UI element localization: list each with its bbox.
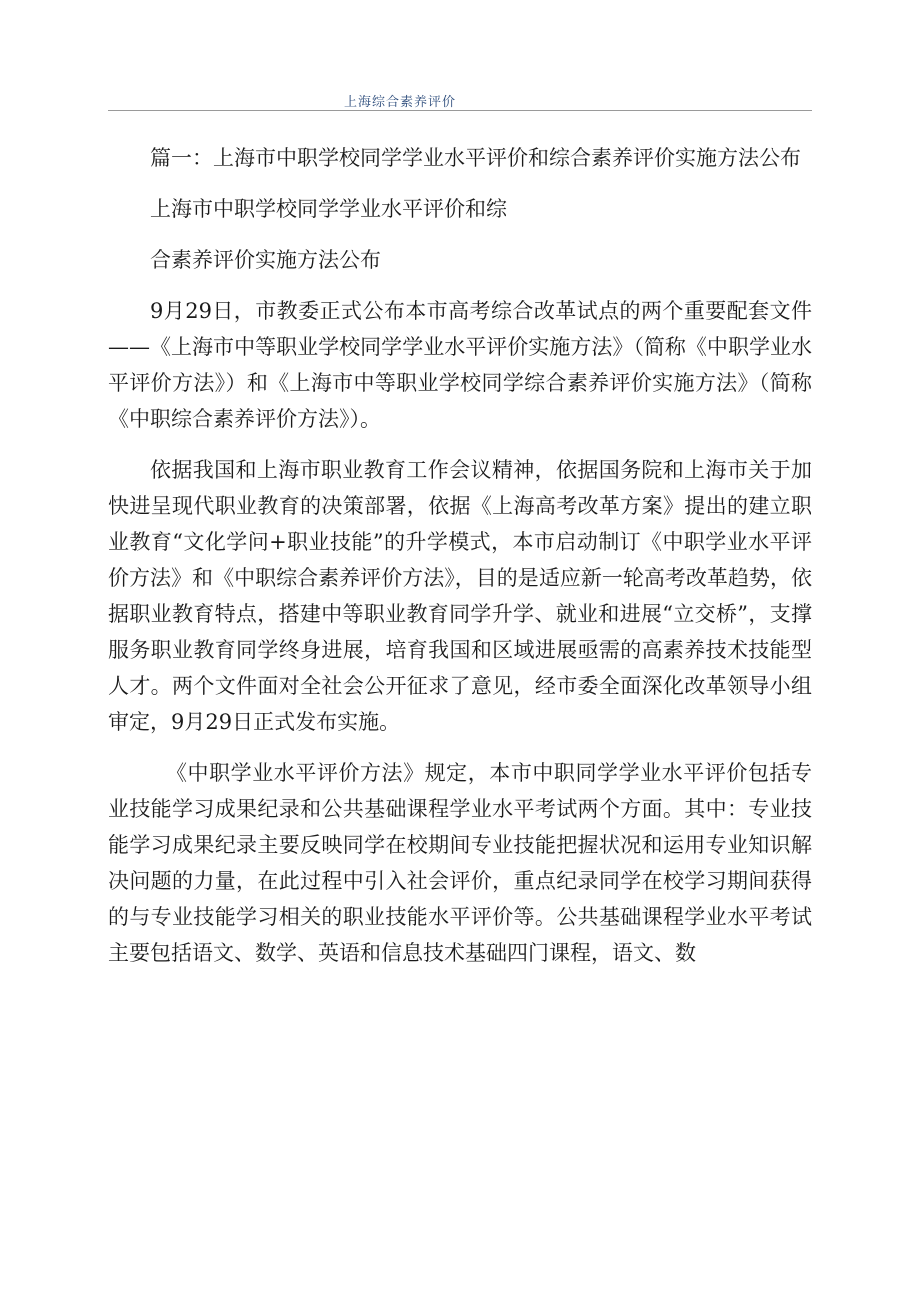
page-header [108, 88, 812, 111]
paragraph-background: 依据我国和上海市职业教育工作会议精神，依据国务院和上海市关于加快进呈现代职业教育的决策部署，依据《上海高考改革方案》提出的建立职业教育“文化学问+职业技能”的升学模式，本市启动制订《中职学业水平评价方法》和《中职综合素养评价方法》，目的是适应新一轮高考改革趋势，依据职业教育特点，搭建中等职业教育同学升学、就业和进展“立交桥”，支撑服务职业教育同学终身进展，培育我国和区域进展亟需的高素养技术技能型人才。两个文件面对全社会公开征求了意见，经市委全面深化改革领导小组审定，9月29日正式发布实施。 [108, 458, 812, 734]
article-heading: 篇一：上海市中职学校同学学业水平评价和综合素养评价实施方法公布 [150, 146, 801, 170]
header-title: 上海综合素养评价 [344, 95, 457, 110]
article-body [108, 140, 812, 971]
paragraph-announcement: 9月29日，市教委正式公布本市高考综合改革试点的两个重要配套文件——《上海市中等职业学校同学学业水平评价实施方法》（简称《中职学业水平评价方法》）和《上海市中等职业学校同学综合素养评价实施方法》（简称《中职综合素养评价方法》）。 [108, 299, 812, 431]
article-subtitle-line-2: 合素养评价实施方法公布 [150, 248, 381, 272]
article-subtitle-line-1: 上海市中职学校同学学业水平评价和综 [150, 197, 507, 221]
paragraph-academic-evaluation: 《中职学业水平评价方法》规定，本市中职同学学业水平评价包括专业技能学习成果纪录和公共基础课程学业水平考试两个方面。其中：专业技能学习成果纪录主要反映同学在校期间专业技能把握状况和运用专业知识解决问题的力量，在此过程中引入社会评价，重点纪录同学在校学习期间获得的与专业技能学习相关的职业技能水平评价等。公共基础课程学业水平考试主要包括语文、数学、英语和信息技术基础四门课程，语文、数 [108, 761, 812, 965]
